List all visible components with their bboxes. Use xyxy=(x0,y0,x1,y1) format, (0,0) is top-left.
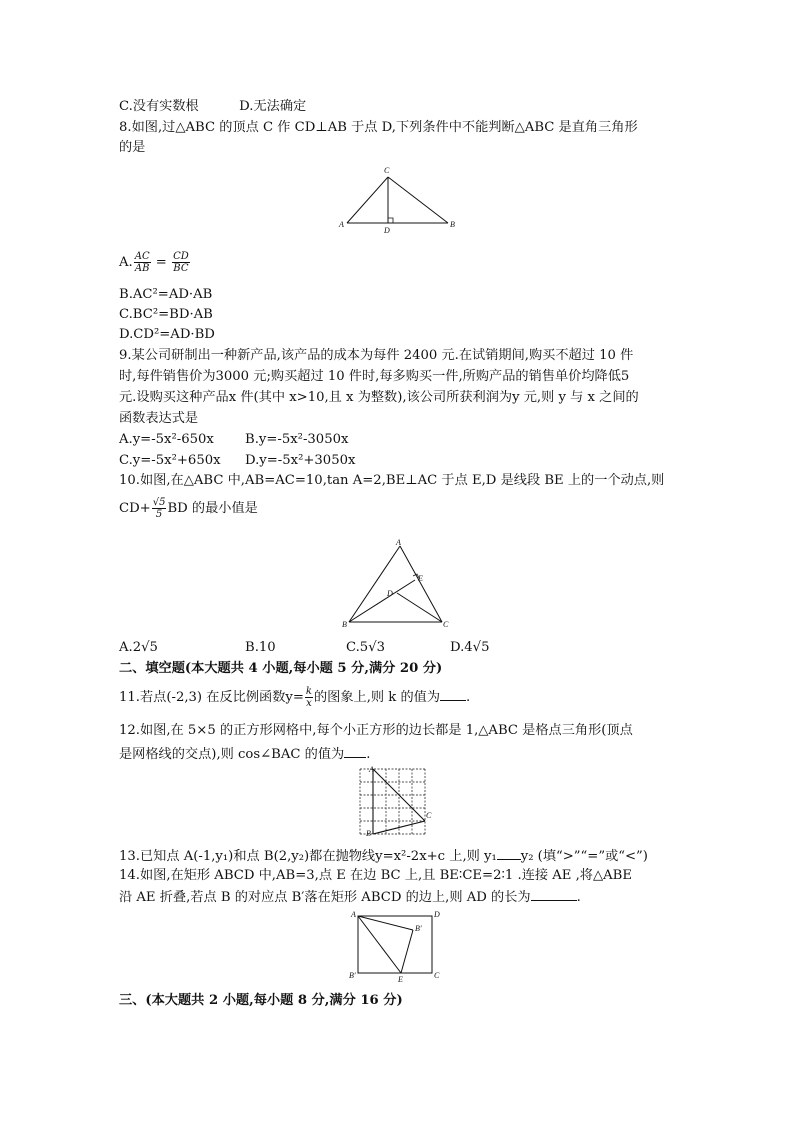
q9-option-a: A.y=-5x²-650x xyxy=(119,432,214,447)
q8-option-a-prefix: A. xyxy=(119,255,133,270)
q9-stem-line-1: 9.某公司研制出一种新产品,该产品的成本为每件 2400 元.在试销期间,购买不超过 10 件 xyxy=(119,348,634,363)
q11-stem xyxy=(119,686,470,710)
q13-answer-blank xyxy=(497,847,521,860)
q10-frac-num: √5 xyxy=(152,497,166,508)
q14-answer-blank xyxy=(531,888,577,901)
q12-label-b: B xyxy=(366,829,371,838)
q13-stem xyxy=(119,847,648,866)
q10-expr-post: BD 的最小值是 xyxy=(167,501,258,516)
q8-label-c: C xyxy=(384,166,390,175)
q10-triangle-figure xyxy=(338,538,458,630)
q8-stem-line-1: 8.如图,过△ABC 的顶点 C 作 CD⊥AB 于点 D,下列条件中不能判断△ABC 是直角三角形 xyxy=(119,120,638,135)
q8-frac-2-den: BC xyxy=(173,263,189,274)
q8-option-a xyxy=(119,251,191,274)
q10-label-a: A xyxy=(396,538,401,547)
q9-options-row-2 xyxy=(119,452,355,470)
q8-triangle-figure xyxy=(335,160,465,236)
q9-option-d: D.y=-5x²+3050x xyxy=(245,453,356,468)
q9-options-row-1 xyxy=(119,431,348,449)
q12-line-2-pre: 是网格线的交点),则 cos∠BAC 的值为 xyxy=(119,747,345,762)
q8-label-a: A xyxy=(339,220,344,229)
q7-option-c: C.没有实数根 xyxy=(119,99,199,114)
q11-end: . xyxy=(466,690,471,705)
q8-frac-2-num: CD xyxy=(173,251,189,262)
q9-stem-line-4: 函数表达式是 xyxy=(119,411,199,426)
q10-label-b: B xyxy=(342,620,347,629)
q7-option-d: D.无法确定 xyxy=(239,99,307,114)
section-3-title: 三、(本大题共 2 小题,每小题 8 分,满分 16 分) xyxy=(119,993,403,1008)
q10-expr-pre: CD+ xyxy=(119,501,151,516)
q8-option-c: C.BC²=BD·AB xyxy=(119,307,213,322)
q14-label-e: E xyxy=(398,975,403,984)
q14-label-b-prime-corner: B′ xyxy=(349,971,356,980)
q10-expr-frac xyxy=(152,497,167,520)
q14-label-b-prime: B′ xyxy=(415,924,422,933)
q10-label-c: C xyxy=(443,620,449,629)
q9-stem-line-3: 元.设购买这种产品x 件(其中 x>10,且 x 为整数),该公司所获利润为y 元,则 y 与 x 之间的 xyxy=(119,390,639,405)
q12-label-c: C xyxy=(426,811,432,820)
q8-option-b: B.AC²=AD·AB xyxy=(119,287,213,302)
q10-option-a: A.2√5 xyxy=(119,640,158,655)
q11-post: 的图象上,则 k 的值为 xyxy=(313,690,441,705)
q8-option-a-frac-1 xyxy=(134,251,151,274)
q10-option-c: C.5√3 xyxy=(346,640,385,655)
q12-grid-figure xyxy=(355,764,435,842)
q11-frac xyxy=(305,686,313,709)
q11-answer-blank xyxy=(440,688,466,701)
q8-frac-1-den: AB xyxy=(134,263,150,274)
section-2-title: 二、填空题(本大题共 4 小题,每小题 5 分,满分 20 分) xyxy=(119,661,443,676)
q8-label-b: B xyxy=(450,220,455,229)
q12-answer-blank xyxy=(344,745,366,758)
q8-label-d: D xyxy=(384,226,390,235)
q11-frac-den: x xyxy=(306,698,312,709)
q14-rectangle-figure xyxy=(346,908,446,984)
q14-label-a: A xyxy=(351,910,356,919)
q10-option-b: B.10 xyxy=(245,640,276,655)
q10-label-e: E xyxy=(418,574,423,583)
q14-stem-line-1: 14.如图,在矩形 ABCD 中,AB=3,点 E 在边 BC 上,且 BE∶CE=2∶1 .连接 AE ,将△ABE xyxy=(119,868,632,883)
q14-line-2-end: . xyxy=(576,890,581,905)
q9-stem-line-2: 时,每件销售价为3000 元;购买超过 10 件时,每多购买一件,所购产品的销售单价均降低5 xyxy=(119,369,630,384)
q8-option-d: D.CD²=AD·BD xyxy=(119,327,215,342)
q7-options xyxy=(119,98,306,116)
q14-label-c: C xyxy=(434,971,440,980)
q8-frac-1-num: AC xyxy=(134,251,150,262)
q14-stem-line-2 xyxy=(119,888,581,907)
q13-pre: 13.已知点 A(-1,y₁)和点 B(2,y₂)都在抛物线y=x²-2x+c 上,则 y₁ xyxy=(119,849,497,864)
q13-post: y₂ (填“>”“=”或“<”) xyxy=(520,849,648,864)
q8-option-a-eq: = xyxy=(155,255,167,270)
q9-option-c: C.y=-5x²+650x xyxy=(119,453,221,468)
q14-label-d: D xyxy=(434,910,440,919)
q9-option-b: B.y=-5x²-3050x xyxy=(245,432,349,447)
q12-label-a: A xyxy=(369,765,374,774)
q10-label-d: D xyxy=(387,589,393,598)
q12-stem-line-2 xyxy=(119,745,370,764)
q14-line-2-pre: 沿 AE 折叠,若点 B 的对应点 B′落在矩形 ABCD 的边上,则 AD 的长为 xyxy=(119,890,531,905)
q11-pre: 11.若点(-2,3) 在反比例函数y= xyxy=(119,690,304,705)
q11-frac-num: k xyxy=(305,686,312,697)
q8-option-a-frac-2 xyxy=(172,251,190,274)
q10-stem-line-2 xyxy=(119,497,258,521)
q10-stem-line-1: 10.如图,在△ABC 中,AB=AC=10,tan A=2,BE⊥AC 于点 E,D 是线段 BE 上的一个动点,则 xyxy=(119,473,665,488)
q10-options xyxy=(119,639,489,657)
q12-stem-line-1: 12.如图,在 5×5 的正方形网格中,每个小正方形的边长都是 1,△ABC 是格点三角形(顶点 xyxy=(119,723,633,738)
q8-stem-line-2: 的是 xyxy=(119,140,146,155)
q10-frac-den: 5 xyxy=(155,509,163,520)
q10-option-d: D.4√5 xyxy=(450,640,490,655)
q12-line-2-end: . xyxy=(366,747,371,762)
